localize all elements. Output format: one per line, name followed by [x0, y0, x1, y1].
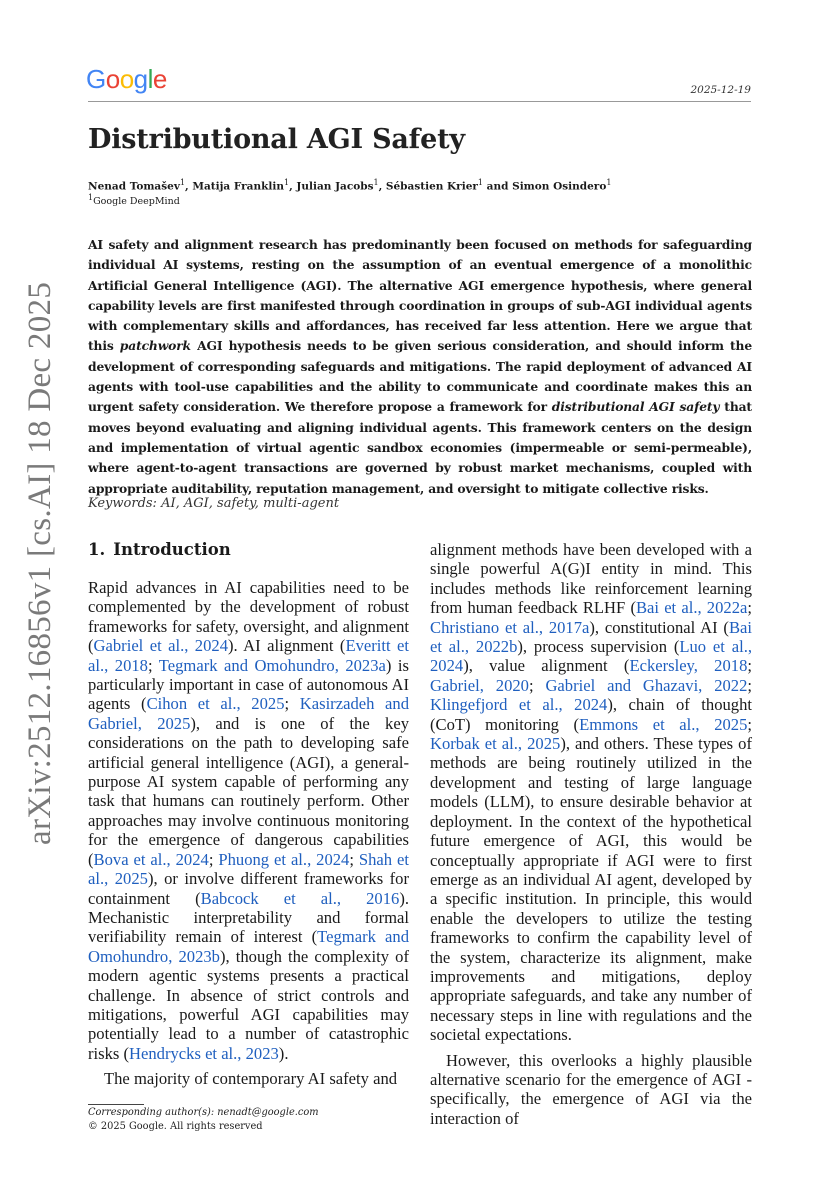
paragraph — [88, 1069, 409, 1088]
left-column — [88, 578, 409, 1089]
google-logo — [86, 64, 167, 95]
text-run: ), and is one of the key considerations on the path to developing safe artificial general intelligence (AGI), a general-purpose AI system capable of performing any task that humans can routinely perform. Other approaches may involve continuous monitoring for the emergence of dangerous capabilities ( — [88, 713, 409, 869]
text-run: ), chain of thought (CoT) monitoring ( — [430, 695, 752, 734]
text-run: ), though the complexity of modern agentic systems presents a practical challenge. In absence of strict controls and mitigations, powerful AGI capabilities may potentially lead to a number of catastrophic risks ( — [88, 946, 409, 1063]
text-run: ), constitutional AI ( — [589, 617, 729, 637]
citation-link[interactable]: Shah et al., 2025 — [88, 849, 410, 889]
text-run: ; — [208, 849, 219, 869]
text-run: ; — [147, 655, 159, 675]
text-run: ), value alignment ( — [463, 656, 630, 676]
text-run: Rapid advances in AI capabilities need to be complemented by the development of robust frameworks for safety, oversight, and alignment ( — [88, 578, 409, 656]
author-affiliation-mark: 1 — [477, 178, 484, 187]
text-run: ), and others. These types of methods are being routinely utilized in the development and testing of large language models (LLM), to ensure desirable behavior at deployment. In the context of the hypothetical future emergence of AGI, this would be conceptually appropriate if AGI were to first emerge as an individual AI agent, developed by a specific institution. In principle, this would enable the developers to utilize the testing frameworks to confirm the capability level of the system, characterize its alignment, make improvements and mitigations, deploy appropriate safeguards, and take any number of necessary steps in line with regulations and the societal expectations. — [430, 734, 752, 1045]
text-run: ). AI alignment ( — [228, 636, 346, 656]
citation-link[interactable]: Tegmark and Omohundro, 2023b — [88, 927, 409, 966]
logo-letter: e — [152, 64, 167, 94]
text-run: ), process supervision ( — [517, 637, 680, 657]
text-run: alignment methods have been developed with a single powerful A(G)I entity in mind. This includes methods like reinforcement learning from human feedback RLHF ( — [430, 540, 752, 618]
footer-rule — [88, 1104, 144, 1105]
logo-letter: G — [86, 64, 106, 94]
citation-link[interactable]: Emmons et al., 2025 — [579, 714, 748, 734]
header-rule — [88, 101, 751, 102]
section-title: Introduction — [113, 540, 231, 559]
emphasis-text: patchwork — [119, 338, 191, 354]
citation-link[interactable]: Luo et al., 2024 — [430, 637, 752, 676]
text-run: ), or involve different frameworks for containment ( — [88, 869, 409, 908]
citation-link[interactable]: Gabriel, 2020 — [430, 675, 529, 695]
paper-title: Distributional AGI Safety — [88, 124, 465, 155]
author-affiliation-mark: 1 — [373, 178, 379, 187]
section-heading — [88, 540, 231, 559]
text-run: AI safety and alignment research has predominantly been focused on methods for safeguarding individual AI systems, resting on the assumption of an eventual emergence of a monolithic Artificial General Intelligence (AGI). The alternative AGI emergence hypothesis, where general capability levels are first manifested through coordination in groups of sub-AGI individual agents with complementary skills and affordances, has received far less attention. Here we argue that this — [88, 237, 752, 354]
citation-link[interactable]: Hendrycks et al., 2023 — [129, 1043, 279, 1063]
author-affiliation-mark: 1 — [606, 178, 612, 187]
logo-letter: o — [119, 64, 134, 94]
author-name: Matija Franklin — [192, 180, 284, 193]
citation-link[interactable]: Tegmark and Omohundro, 2023a — [158, 655, 386, 675]
text-run: ; — [747, 598, 752, 618]
paragraph — [88, 578, 409, 1063]
citation-link[interactable]: Everitt et al., 2018 — [88, 636, 409, 675]
author-name: Sébastien Krier — [385, 180, 478, 193]
citation-link[interactable]: Cihon et al., 2025 — [146, 694, 285, 714]
text-run: ; — [747, 656, 752, 676]
keywords: Keywords: AI, AGI, safety, multi-agent — [88, 496, 340, 511]
affiliation — [88, 193, 180, 207]
text-run: ; — [747, 714, 753, 734]
author-list: Nenad Tomašev$^1$, Matija Franklin$^1$, Julian Jacobs$^1$, Sébastien Krier$^1$ and Simon Osindero$^1$ — [88, 178, 612, 193]
text-run: that moves beyond evaluating and aligning individual agents. This framework centers on the design and implementation of virtual agentic sandbox economies (impermeable or semi-permeable), where agent-to-agent transactions are governed by robust market mechanisms, coupled with appropriate auditability, reputation management, and oversight to mitigate collective risks. — [88, 399, 752, 496]
citation-link[interactable]: Gabriel et al., 2024 — [93, 636, 228, 656]
text-run: ) is particularly important in case of autonomous AI agents ( — [88, 655, 410, 714]
copyright: © 2025 Google. All rights reserved — [88, 1120, 263, 1132]
text-run: The majority of contemporary AI safety and — [104, 1069, 398, 1089]
citation-link[interactable]: Kasirzadeh and Gabriel, 2025 — [88, 694, 409, 733]
text-run: However, this overlooks a highly plausible alternative scenario for the emergence of AGI - specifically, the emergence of AGI via the interaction of — [430, 1050, 752, 1128]
text-run: ; — [747, 675, 753, 695]
logo-letter: g — [133, 64, 148, 94]
citation-link[interactable]: Eckersley, 2018 — [629, 656, 748, 676]
author-name: Simon Osindero — [512, 180, 607, 193]
citation-link[interactable]: Korbak et al., 2025 — [430, 734, 561, 754]
citation-link[interactable]: Bai et al., 2022a — [635, 598, 748, 618]
text-run: ; — [528, 675, 546, 695]
author-affiliation-mark: 1 — [179, 178, 186, 187]
text-run: ; — [284, 694, 300, 714]
author-name: Nenad Tomašev — [88, 180, 180, 193]
corresponding-author: Corresponding author(s): nenadt@google.com — [88, 1107, 319, 1118]
author-name: Julian Jacobs — [296, 180, 374, 193]
citation-link[interactable]: Phuong et al., 2024 — [218, 849, 350, 869]
citation-link[interactable]: Gabriel and Ghazavi, 2022 — [545, 675, 748, 695]
citation-link[interactable]: Babcock et al., 2016 — [200, 888, 400, 908]
arxiv-stamp: arXiv:2512.16856v1 [cs.AI] 18 Dec 2025 — [22, 281, 58, 845]
affiliation-name: Google DeepMind — [93, 196, 180, 208]
logo-letter: o — [105, 64, 120, 94]
paragraph — [430, 540, 752, 1045]
emphasis-text: distributional AGI safety — [551, 399, 720, 415]
paper-date: 2025-12-19 — [690, 84, 751, 96]
affiliation-mark: 1 — [88, 193, 94, 202]
author-affiliation-mark: 1 — [284, 178, 290, 187]
citation-link[interactable]: Christiano et al., 2017a — [430, 617, 590, 637]
right-column — [430, 540, 752, 1128]
abstract — [88, 235, 752, 499]
text-run: AGI hypothesis needs to be given serious consideration, and should inform the development of corresponding safeguards and mitigations. The rapid deployment of advanced AI agents with tool-use capabilities and the ability to communicate and coordinate makes this an urgent safety consideration. We therefore propose a framework for — [88, 338, 752, 415]
citation-link[interactable]: Bai et al., 2022b — [430, 617, 753, 657]
paragraph — [430, 1051, 752, 1129]
text-run: ). Mechanistic interpretability and formal verifiability remain of interest ( — [88, 888, 410, 947]
section-number: 1. — [88, 540, 106, 559]
citation-link[interactable]: Klingefjord et al., 2024 — [430, 695, 608, 715]
logo-letter: l — [147, 64, 153, 94]
footer — [88, 1106, 319, 1133]
text-run: ). — [278, 1043, 289, 1063]
text-run: ; — [349, 849, 359, 869]
citation-link[interactable]: Bova et al., 2024 — [93, 849, 209, 869]
